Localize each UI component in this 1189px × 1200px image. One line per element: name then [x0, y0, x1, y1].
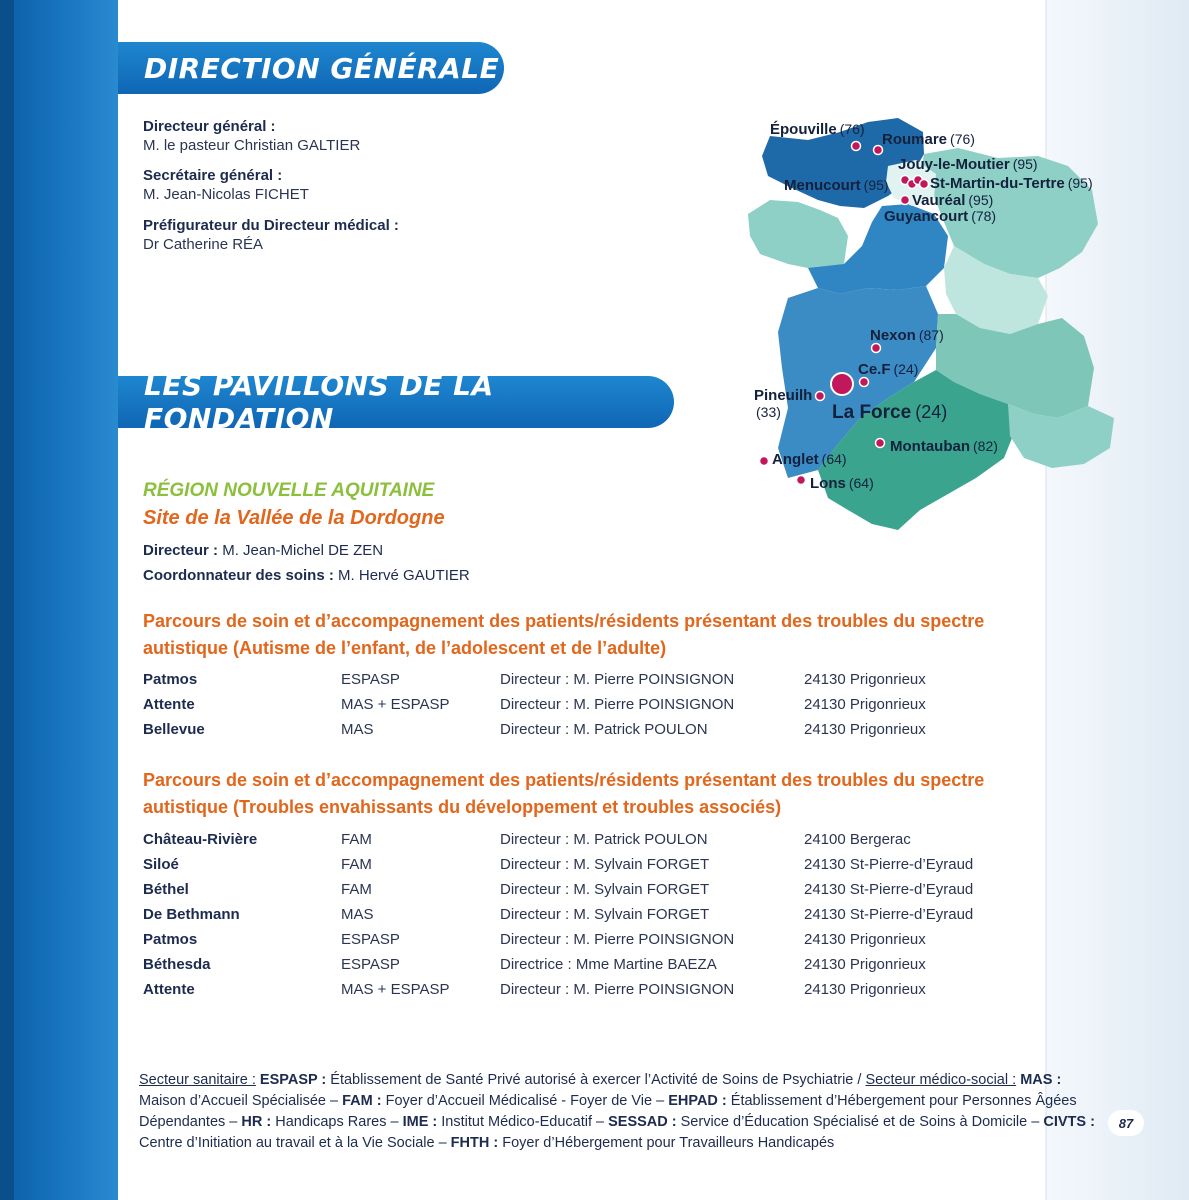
section-heading-autisme	[143, 608, 1103, 662]
map-label: Montauban (82)	[890, 438, 998, 455]
pavillon-type: FAM	[341, 856, 372, 873]
pavillon-address: 24130 St-Pierre-d’Eyraud	[804, 856, 974, 873]
legend-abbr: CIVTS :	[1043, 1114, 1095, 1130]
pavillon-director: Directeur : M. Sylvain FORGET	[500, 856, 710, 873]
map-marker	[797, 476, 806, 485]
map-label: Ce.F (24)	[858, 361, 919, 378]
region-title: RÉGION NOUVELLE AQUITAINE	[143, 480, 435, 501]
map-label: St-Martin-du-Tertre (95)	[930, 175, 1093, 192]
map-label: Nexon (87)	[870, 327, 944, 344]
pavillon-name: Siloé	[143, 856, 179, 873]
pavillon-director: Directeur : M. Pierre POINSIGNON	[500, 931, 735, 948]
site-directeur	[143, 542, 383, 559]
map-region-brittany	[748, 200, 848, 270]
section-heading-line: autistique (Autisme de l’enfant, de l’adolescent et de l’adulte)	[143, 638, 667, 658]
france-map	[748, 118, 1118, 538]
table-row	[143, 856, 1043, 880]
legend-def: Établissement d’Hébergement pour	[730, 1093, 959, 1109]
map-marker	[901, 196, 910, 205]
map-marker	[876, 439, 885, 448]
banner-direction-title: DIRECTION GÉNÉRALE	[144, 51, 500, 85]
pavillon-address: 24130 Prigonrieux	[804, 671, 926, 688]
table-row	[143, 906, 1043, 930]
map-marker	[816, 392, 825, 401]
legend-def: Foyer d’Hébergement pour Travailleurs Handicapés	[502, 1135, 835, 1151]
pavillon-address: 24130 Prigonrieux	[804, 956, 926, 973]
legend-def: Centre d’Initiation au travail et à la Vie Sociale –	[139, 1135, 447, 1151]
table-row	[143, 931, 1043, 955]
pavillon-name: Patmos	[143, 671, 198, 688]
table-row	[143, 721, 1043, 745]
pavillon-director: Directeur : M. Pierre POINSIGNON	[500, 696, 735, 713]
pavillon-type: MAS	[341, 721, 374, 738]
legend-def: Foyer d’Accueil Médicalisé - Foyer de Vie –	[385, 1093, 665, 1109]
site-directeur-value: M. Jean-Michel DE ZEN	[222, 542, 384, 559]
map-label: Vauréal (95)	[912, 192, 994, 209]
page-number: 87	[1108, 1110, 1144, 1136]
legend-abbr: ESPASP :	[259, 1072, 327, 1088]
legend-def: Personnes Âgées Dépendantes –	[139, 1093, 1077, 1130]
map-marker	[860, 378, 869, 387]
pavillon-director: Directeur : M. Sylvain FORGET	[500, 906, 710, 923]
map-label-pineuilh: Pineuilh	[754, 387, 813, 404]
map-label: Menucourt (95)	[784, 177, 889, 194]
site-coordonnateur	[143, 567, 470, 584]
pavillon-type: ESPASP	[341, 671, 400, 688]
pavillon-director: Directeur : M. Patrick POULON	[500, 831, 708, 848]
pavillon-type: MAS + ESPASP	[341, 981, 450, 998]
legend-def: Soins à Domicile –	[919, 1114, 1040, 1130]
legend-medico-label: Secteur médico-social :	[865, 1072, 1017, 1088]
map-label: Guyancourt (78)	[884, 208, 997, 225]
map-label: Lons (64)	[810, 475, 874, 492]
section-heading-line: Parcours de soin et d’accompagnement des patients/résidents présentant des troubles du spectre	[143, 770, 985, 790]
site-coord-label: Coordonnateur des soins :	[143, 567, 334, 584]
map-label-la-force: La Force (24)	[832, 402, 948, 423]
map-marker	[920, 180, 929, 189]
map-label: Anglet (64)	[772, 451, 847, 468]
legend-sanitaire-label: Secteur sanitaire :	[139, 1072, 256, 1088]
legend-abbr: MAS :	[1020, 1072, 1062, 1088]
map-marker	[760, 457, 769, 466]
section-heading-line: autistique (Troubles envahissants du développement et troubles associés)	[143, 797, 782, 817]
pavillon-address: 24130 Prigonrieux	[804, 696, 926, 713]
map-marker	[872, 344, 881, 353]
banner-pavillons-title: LES PAVILLONS DE LA FONDATION	[144, 369, 494, 435]
legend-abbr: FAM :	[342, 1093, 382, 1109]
table-row	[143, 881, 1043, 905]
name-directeur-general: M. le pasteur Christian GALTIER	[143, 137, 361, 154]
site-coord-value: M. Hervé GAUTIER	[338, 567, 470, 584]
pavillon-address: 24130 Prigonrieux	[804, 981, 926, 998]
role-secretaire-general: Secrétaire général :	[143, 167, 283, 184]
legend-abbr: FHTH :	[450, 1135, 499, 1151]
left-band-edge	[0, 0, 14, 1200]
pavillon-address: 24130 St-Pierre-d’Eyraud	[804, 906, 974, 923]
pavillon-name: Béthesda	[143, 956, 211, 973]
pavillon-name: Château-Rivière	[143, 831, 258, 848]
legend-abbr: IME :	[402, 1114, 438, 1130]
legend-separator: /	[857, 1072, 862, 1088]
pavillon-name: Patmos	[143, 931, 198, 948]
legend-abbr: EHPAD :	[668, 1093, 727, 1109]
legend-def: Maison d’Accueil Spécialisée –	[139, 1093, 339, 1109]
pavillon-name: De Bethmann	[143, 906, 240, 923]
map-label: Roumare (76)	[882, 131, 975, 148]
section-heading-ted	[143, 767, 1103, 821]
pavillon-director: Directeur : M. Sylvain FORGET	[500, 881, 710, 898]
site-directeur-label: Directeur :	[143, 542, 219, 559]
pavillon-director: Directeur : M. Pierre POINSIGNON	[500, 671, 735, 688]
legend-def: Handicaps Rares –	[275, 1114, 399, 1130]
role-directeur-general: Directeur général :	[143, 118, 276, 135]
pavillon-type: ESPASP	[341, 956, 400, 973]
left-blue-band	[0, 0, 118, 1200]
role-directeur-medical: Préfigurateur du Directeur médical :	[143, 217, 399, 234]
section-heading-line: Parcours de soin et d’accompagnement des patients/résidents présentant des troubles du spectre	[143, 611, 985, 631]
pavillon-name: Bellevue	[143, 721, 205, 738]
pavillon-address: 24100 Bergerac	[804, 831, 911, 848]
pavillon-director: Directeur : M. Patrick POULON	[500, 721, 708, 738]
table-row	[143, 696, 1043, 720]
legend-def: Institut Médico-Educatif –	[441, 1114, 605, 1130]
legend-abbr: HR :	[241, 1114, 272, 1130]
pavillon-address: 24130 St-Pierre-d’Eyraud	[804, 881, 974, 898]
table-row	[143, 981, 1043, 1005]
map-label: Jouy-le-Moutier (95)	[898, 156, 1038, 173]
pavillon-name: Béthel	[143, 881, 189, 898]
name-directeur-medical: Dr Catherine RÉA	[143, 236, 264, 253]
site-title: Site de la Vallée de la Dordogne	[143, 507, 445, 529]
map-marker-la-force	[831, 373, 853, 395]
pavillon-type: MAS	[341, 906, 374, 923]
map-label: Épouville (76)	[770, 121, 865, 138]
pavillon-name: Attente	[143, 696, 195, 713]
pavillon-type: FAM	[341, 831, 372, 848]
pavillon-director: Directeur : M. Pierre POINSIGNON	[500, 981, 735, 998]
pavillon-type: MAS + ESPASP	[341, 696, 450, 713]
pavillon-name: Attente	[143, 981, 195, 998]
map-marker	[852, 142, 861, 151]
name-secretaire-general: M. Jean-Nicolas FICHET	[143, 186, 309, 203]
pavillon-address: 24130 Prigonrieux	[804, 931, 926, 948]
pavillon-director: Directrice : Mme Martine BAEZA	[500, 956, 717, 973]
pavillon-address: 24130 Prigonrieux	[804, 721, 926, 738]
pavillon-type: ESPASP	[341, 931, 400, 948]
table-row	[143, 671, 1043, 695]
banner-direction-generale	[118, 42, 504, 94]
legend-abbr: SESSAD :	[608, 1114, 677, 1130]
legend-def: Service d’Éducation Spécialisé et de	[680, 1114, 916, 1130]
legend-def: Établissement de Santé Privé autorisé à exercer l’Activité de Soins de Psychiatrie	[330, 1072, 854, 1088]
abbreviations-legend	[139, 1070, 1104, 1154]
table-row	[143, 831, 1043, 855]
table-row	[143, 956, 1043, 980]
banner-pavillons	[118, 369, 674, 435]
map-label-pineuilh-num: (33)	[756, 404, 781, 420]
pavillon-type: FAM	[341, 881, 372, 898]
